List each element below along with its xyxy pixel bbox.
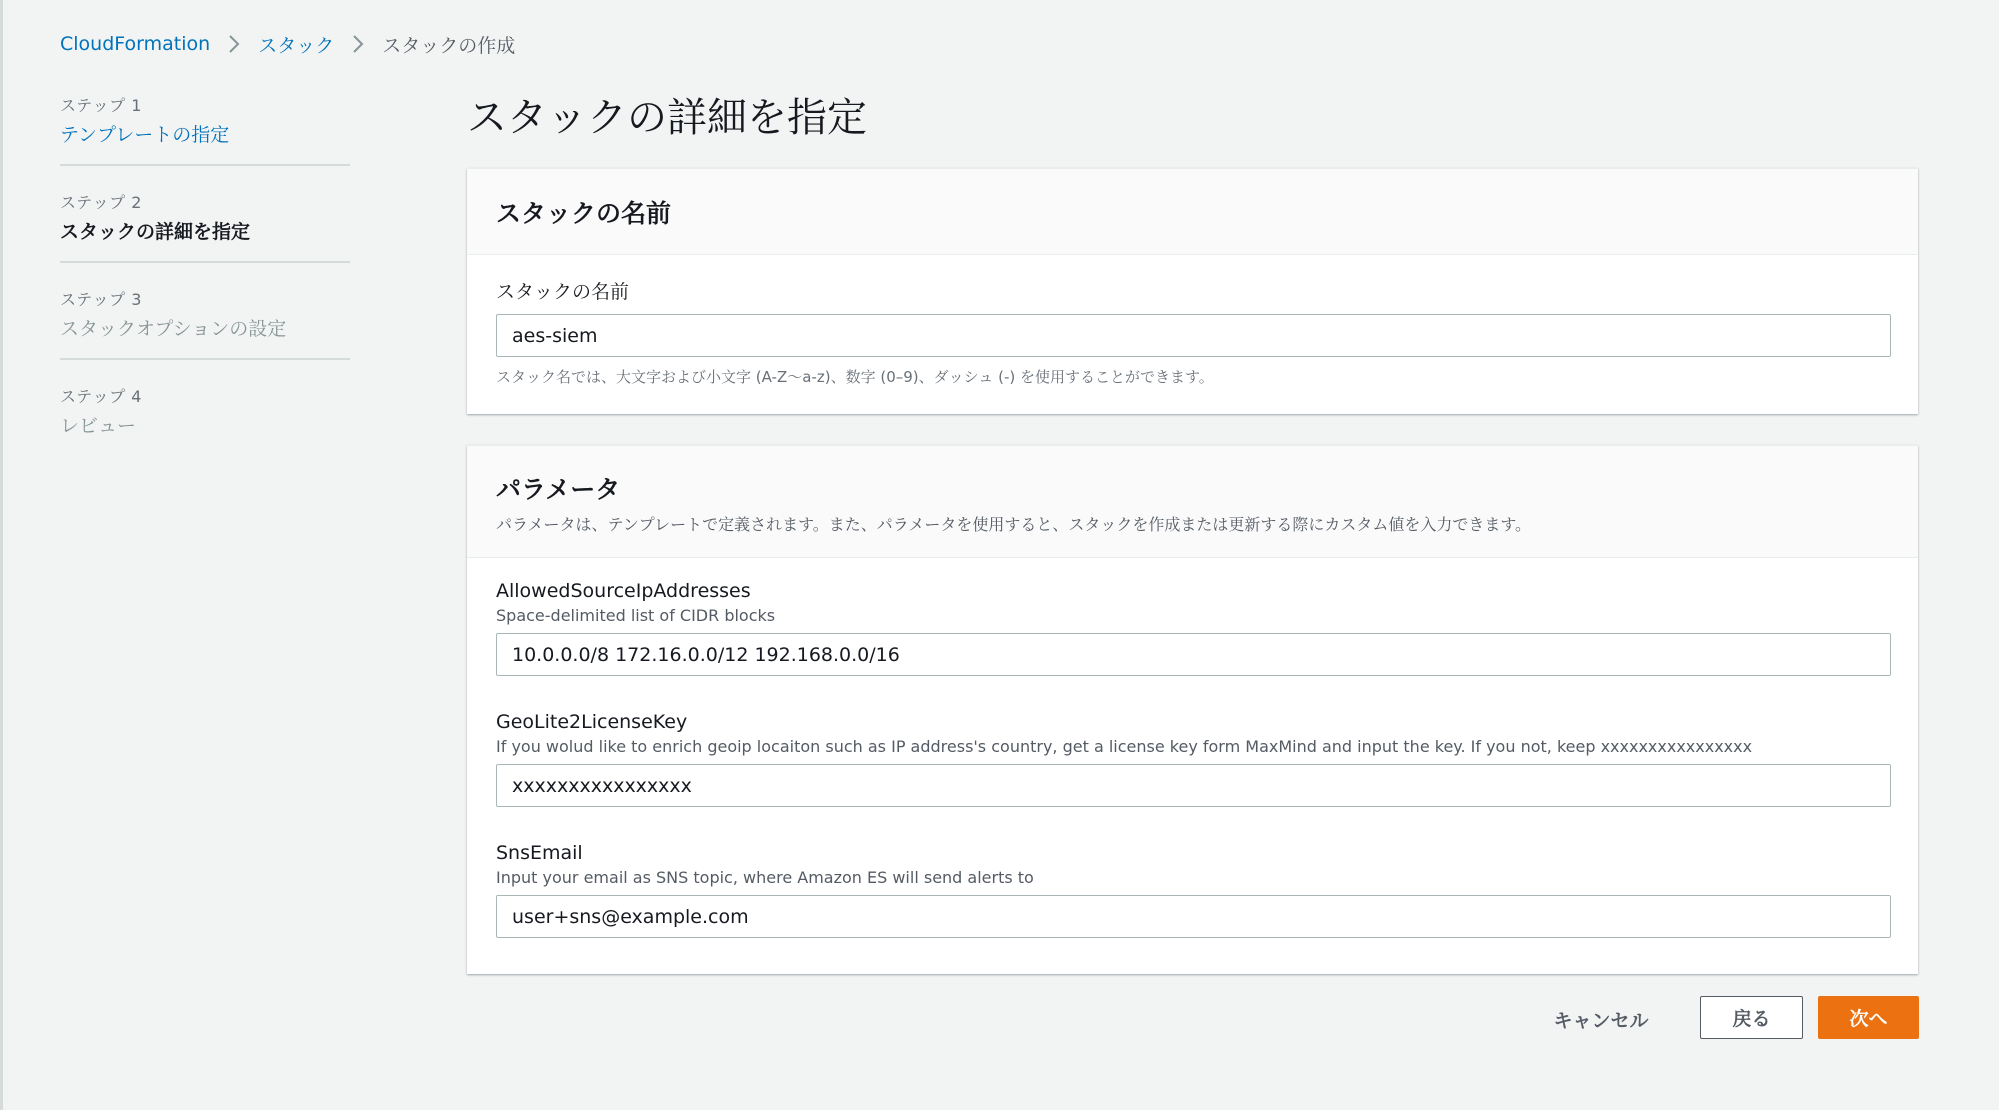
step-3 — [60, 287, 350, 360]
panel-body — [467, 255, 1918, 387]
param-label: GeoLite2LicenseKey — [496, 711, 688, 733]
page-title: スタックの詳細を指定 — [467, 95, 867, 141]
step-review: レビュー — [60, 415, 137, 437]
panel-description: パラメータは、テンプレートで定義されます。また、パラメータを使用すると、スタックを作成または更新する際にカスタム値を入力できます。 — [496, 515, 1532, 534]
stack-name-label: スタックの名前 — [496, 281, 630, 303]
panel-title: パラメータ — [496, 475, 621, 504]
step-current-stack-details: スタックの詳細を指定 — [60, 221, 251, 243]
sns-email-input[interactable] — [496, 895, 1891, 938]
param-sns-email — [496, 842, 1889, 938]
panel-title: スタックの名前 — [496, 198, 672, 228]
panel-body — [467, 558, 1918, 938]
step-number: ステップ 2 — [60, 193, 142, 212]
step-1 — [60, 93, 350, 166]
left-border — [0, 0, 3, 1110]
param-description: Input your email as SNS topic, where Amazon ES will send alerts to — [496, 868, 1034, 887]
wizard-steps — [60, 93, 350, 479]
step-number: ステップ 4 — [60, 387, 142, 406]
breadcrumb-cloudformation[interactable]: CloudFormation — [60, 33, 211, 55]
param-label: SnsEmail — [496, 842, 583, 864]
step-2 — [60, 190, 350, 263]
breadcrumb-stacks[interactable]: スタック — [258, 34, 335, 57]
stack-name-panel — [467, 168, 1918, 414]
chevron-right-icon — [228, 34, 240, 54]
step-4 — [60, 384, 350, 455]
cancel-button[interactable]: キャンセル — [1536, 997, 1666, 1041]
stack-name-input[interactable] — [496, 314, 1891, 357]
param-description: Space-delimited list of CIDR blocks — [496, 606, 776, 625]
param-description: If you wolud like to enrich geoip locaiton such as IP address's country, get a license key form MaxMind and input the key. If you not, keep xxxxxxxxxxxxxxxx — [496, 737, 1753, 756]
breadcrumb-create-stack: スタックの作成 — [382, 34, 516, 57]
back-button[interactable]: 戻る — [1700, 996, 1803, 1039]
param-allowed-source-ip — [496, 580, 1889, 711]
panel-header — [467, 446, 1918, 558]
stack-name-constraint: スタック名では、大文字および小文字 (A-Z〜a-z)、数字 (0–9)、ダッシュ (-) を使用することができます。 — [496, 368, 1214, 386]
panel-header — [467, 169, 1918, 255]
parameters-panel — [467, 445, 1918, 974]
step-number: ステップ 1 — [60, 96, 142, 115]
breadcrumb — [60, 28, 515, 60]
param-label: AllowedSourceIpAddresses — [496, 580, 751, 602]
geolite2-license-key-input[interactable] — [496, 764, 1891, 807]
chevron-right-icon — [352, 34, 364, 54]
allowed-source-ip-input[interactable] — [496, 633, 1891, 676]
param-geolite2-license-key — [496, 711, 1889, 842]
next-button[interactable]: 次へ — [1818, 996, 1919, 1039]
step-number: ステップ 3 — [60, 290, 142, 309]
step-link-specify-template[interactable]: テンプレートの指定 — [60, 124, 230, 146]
step-stack-options: スタックオプションの設定 — [60, 318, 287, 340]
